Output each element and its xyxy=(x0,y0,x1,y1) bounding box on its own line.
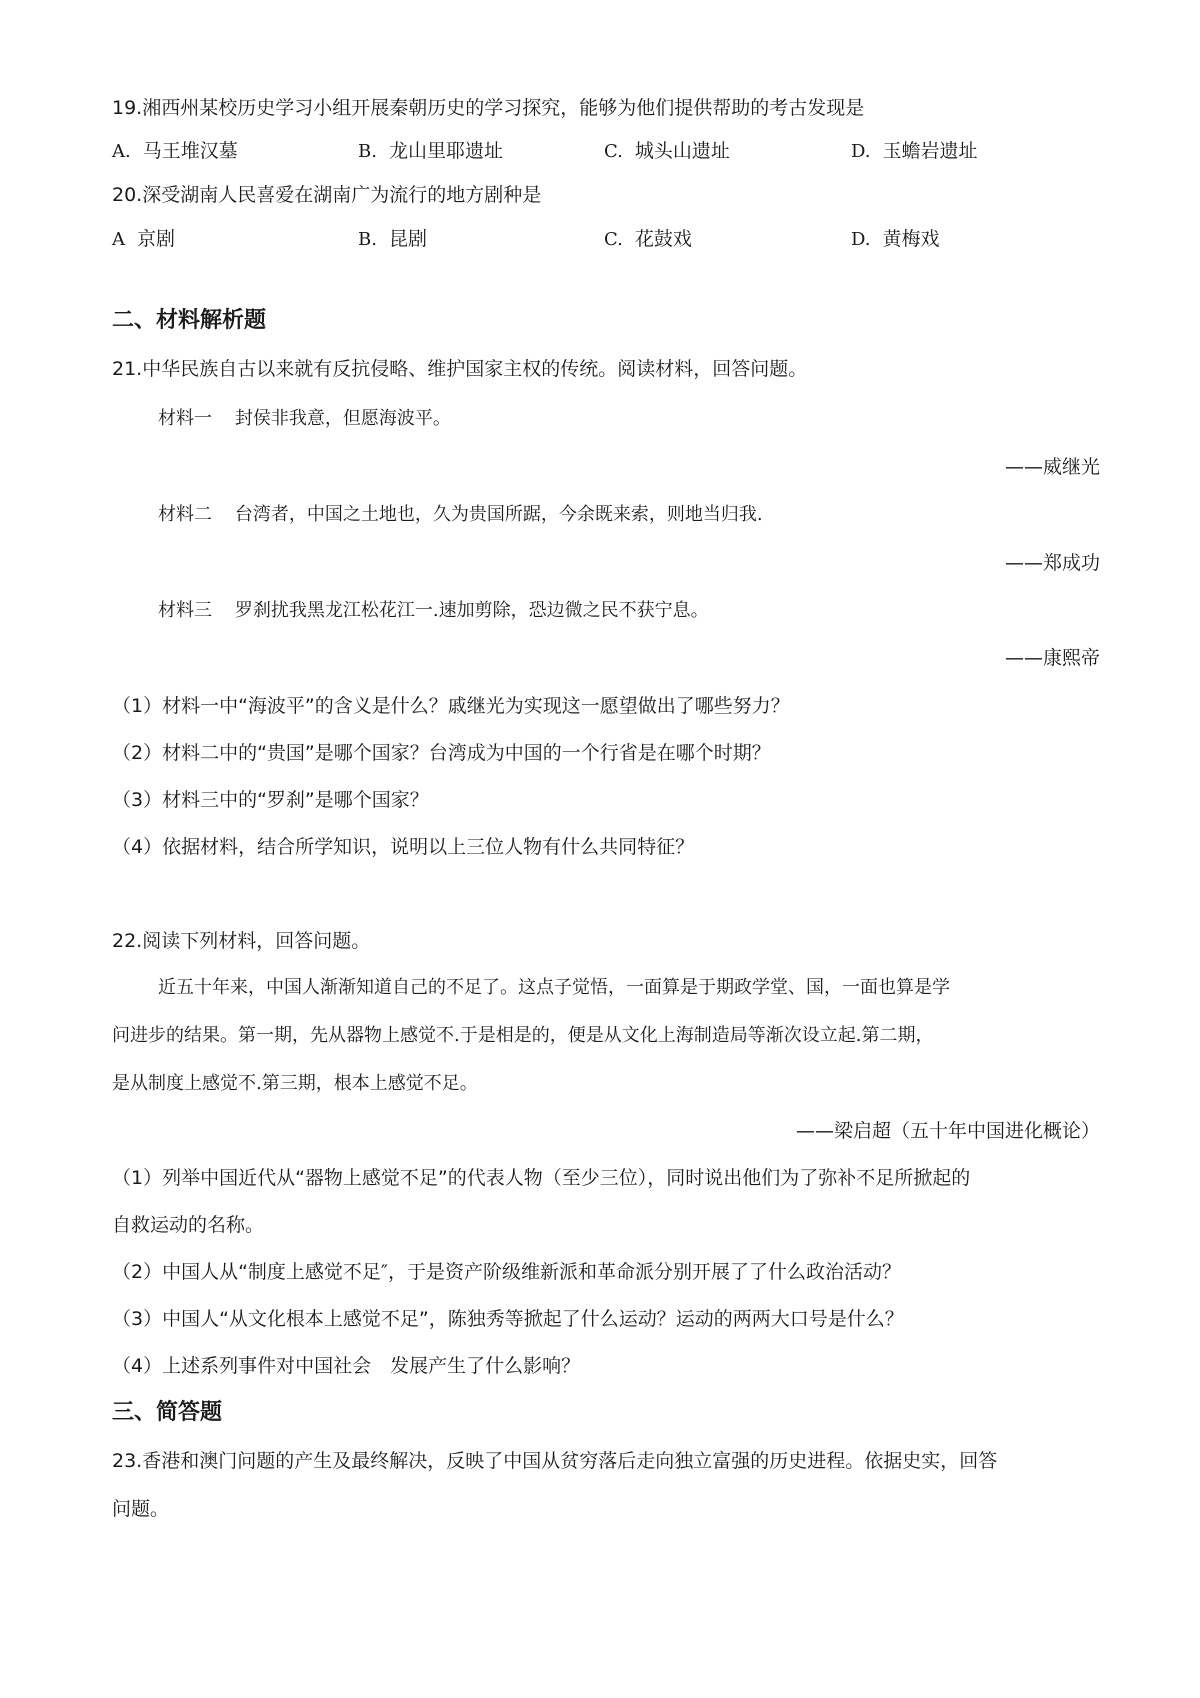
option-key: B. xyxy=(358,229,377,250)
q19-option-c xyxy=(604,138,730,165)
q21-question-2: （2）材料二中的“贵国”是哪个国家？台湾成为中国的一个行省是在哪个时期？ xyxy=(112,742,771,764)
option-key: D. xyxy=(851,229,871,250)
material-label: 材料三 xyxy=(158,600,212,621)
q20-option-a xyxy=(112,226,175,253)
option-text: 花鼓戏 xyxy=(634,228,692,250)
section-title: 三、简答题 xyxy=(112,1400,223,1425)
q22-question-2: （2）中国人从“制度上感觉不足″，于是资产阶级维新派和革命派分别开展了了什么政治活动？ xyxy=(112,1261,902,1283)
q22-passage-line-2: 问进步的结果。第一期，先从器物上感觉不.于是相是的，便是从文化上海制造局等渐次设立起.第二期， xyxy=(112,1025,934,1046)
option-text: 昆剧 xyxy=(388,228,427,250)
option-text: 城头山遗址 xyxy=(634,140,730,162)
q23-line-2: 问题。 xyxy=(112,1498,170,1520)
material-text: 台湾者，中国之土地也，久为贵国所踞，今余既来索，则地当归我. xyxy=(234,504,763,525)
material-text: 封侯非我意，但愿海波平。 xyxy=(234,408,451,429)
q20-option-c xyxy=(604,226,692,253)
option-text: 玉蟾岩遗址 xyxy=(882,140,978,162)
q22-question-3: （3）中国人“从文化根本上感觉不足”，陈独秀等掀起了什么运动？运动的两两大口号是什么？ xyxy=(112,1308,904,1330)
q21-material-2-source: ——郑成功 xyxy=(1004,552,1100,574)
q19-option-a xyxy=(112,138,238,165)
q22-question-1: （1）列举中国近代从“器物上感觉不足”的代表人物（至少三位），同时说出他们为了弥补不足所掀起的 xyxy=(112,1167,971,1189)
q21-question-3: （3）材料三中的“罗刹”是哪个国家？ xyxy=(112,789,429,811)
material-label: 材料二 xyxy=(158,504,212,525)
q20-stem: 20.深受湖南人民喜爱在湖南广为流行的地方剧种是 xyxy=(112,184,542,206)
q21-stem: 21.中华民族自古以来就有反抗侵略、维护国家主权的传统。阅读材料，回答问题。 xyxy=(112,358,808,380)
material-label: 材料一 xyxy=(158,408,212,429)
q21-question-4: （4）依据材料，结合所学知识，说明以上三位人物有什么共同特征？ xyxy=(112,836,695,858)
q21-material-3 xyxy=(158,598,709,624)
option-text: 马王堆汉墓 xyxy=(142,140,238,162)
q22-question-4: （4）上述系列事件对中国社会 发展产生了什么影响？ xyxy=(112,1355,581,1377)
q22-passage-line-1: 近五十年来，中国人渐渐知道自己的不足了。这点子觉悟，一面算是于期政学堂、国，一面也算是学 xyxy=(158,977,950,998)
section-title: 二、材料解析题 xyxy=(112,308,267,333)
q19-stem: 19.湘西州某校历史学习小组开展秦朝历史的学习探究，能够为他们提供帮助的考古发现是 xyxy=(112,97,865,119)
q22-source: ——梁启超（五十年中国进化概论） xyxy=(795,1120,1100,1142)
option-key: A. xyxy=(112,141,131,162)
q21-material-1 xyxy=(158,406,451,432)
q20-option-b xyxy=(358,226,427,253)
q19-option-b xyxy=(358,138,503,165)
option-text: 京剧 xyxy=(137,228,176,250)
q22-stem: 22.阅读下列材料，回答问题。 xyxy=(112,930,371,952)
option-key: A xyxy=(112,229,125,250)
q23-line-1: 23.香港和澳门问题的产生及最终解决，反映了中国从贫穷落后走向独立富强的历史进程。依据史实，回答 xyxy=(112,1450,998,1472)
q19-option-d xyxy=(851,138,978,165)
option-key: C. xyxy=(604,141,623,162)
q20-option-d xyxy=(851,226,940,253)
q21-material-2 xyxy=(158,502,763,528)
q21-material-1-source: ——威继光 xyxy=(1004,456,1100,478)
option-text: 黄梅戏 xyxy=(882,228,940,250)
option-text: 龙山里耶遗址 xyxy=(388,140,503,162)
q21-question-1: （1）材料一中“海波平”的含义是什么？戚继光为实现这一愿望做出了哪些努力？ xyxy=(112,695,790,717)
material-text: 罗刹扰我黑龙江松花江一.速加剪除，恐边微之民不获宁息。 xyxy=(234,600,709,621)
option-key: B. xyxy=(358,141,377,162)
q21-material-3-source: ——康熙帝 xyxy=(1004,647,1100,669)
option-key: C. xyxy=(604,229,623,250)
q22-question-1-cont: 自救运动的名称。 xyxy=(112,1214,265,1236)
option-key: D. xyxy=(851,141,871,162)
q22-passage-line-3: 是从制度上感觉不.第三期，根本上感觉不足。 xyxy=(112,1073,478,1094)
